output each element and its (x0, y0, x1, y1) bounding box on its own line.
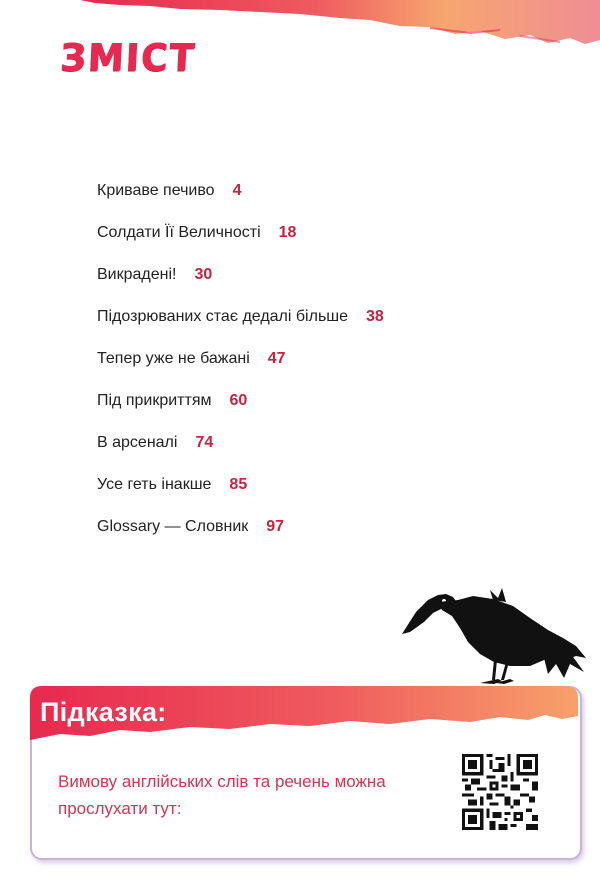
qr-code-icon[interactable] (462, 754, 538, 830)
page-title: ЗМІСТ (58, 36, 197, 81)
toc-item-label: Усе геть інакше (97, 476, 212, 493)
toc-item-page: 85 (229, 476, 248, 493)
toc-item[interactable] (97, 506, 384, 548)
toc-item[interactable] (97, 422, 384, 464)
toc-item-label: Викрадені! (97, 266, 177, 283)
toc-item-label: Криваве печиво (97, 182, 215, 199)
toc-item-page: 4 (232, 182, 242, 199)
toc-item-label: Солдати Її Величності (97, 224, 261, 241)
toc-item-label: Тепер уже не бажані (97, 350, 250, 367)
crow-icon (398, 582, 588, 694)
hint-text: Вимову англійських слів та речень можна прослухати тут: (58, 772, 386, 818)
toc-item-page: 38 (366, 308, 384, 325)
toc-item[interactable] (97, 464, 384, 506)
table-of-contents (97, 170, 384, 548)
toc-item[interactable] (97, 254, 384, 296)
toc-item[interactable] (97, 296, 384, 338)
toc-item-page: 47 (267, 350, 286, 367)
toc-item[interactable] (97, 380, 384, 422)
toc-item-page: 30 (194, 266, 213, 283)
hint-title: Підказка: (40, 697, 167, 727)
toc-item-label: Glossary — Словник (97, 518, 249, 535)
toc-item-page: 60 (229, 392, 248, 409)
toc-item[interactable] (97, 170, 384, 212)
toc-item[interactable] (97, 212, 384, 254)
toc-item[interactable] (97, 338, 384, 380)
toc-item-page: 97 (266, 518, 285, 535)
toc-item-page: 74 (195, 434, 214, 451)
toc-item-page: 18 (278, 224, 297, 241)
toc-item-label: Підозрюваних стає дедалі більше (97, 308, 349, 325)
toc-item-label: В арсеналі (97, 434, 178, 451)
toc-item-label: Під прикриттям (97, 392, 212, 409)
